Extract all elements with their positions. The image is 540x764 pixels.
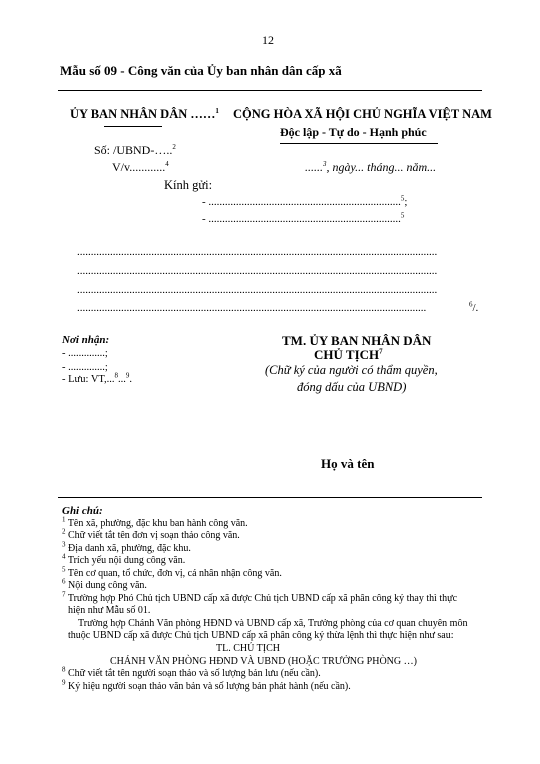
recipient-line-1: - ......................................................................$^5$; (202, 194, 408, 208)
page-number: 12 (262, 33, 274, 47)
signature-title: TM. ỦY BAN NHÂN DÂN (282, 333, 432, 348)
note-paragraph-1: Trường hợp Chánh Văn phòng HĐND và UBND cấp xã, Trưởng phòng của cơ quan chuyên môn (78, 618, 468, 629)
note-8: $^8$ Chữ viết tắt tên người soạn thảo và số lượng bản lưu (nếu cần). (62, 665, 321, 679)
recipients-block-item-2: - ..............; (62, 362, 108, 373)
body-line-1: ................................................................................................................................... (77, 246, 438, 258)
note-7: $^7$ Trường hợp Phó Chủ tịch UBND cấp xã được Chủ tịch UBND cấp xã phân công ký thay thì thực (62, 590, 458, 604)
recipients-block-label: Nơi nhận: (62, 334, 110, 346)
form-title: Mẫu số 09 - Công văn của Ủy ban nhân dân cấp xã (60, 63, 342, 78)
note-3: $^3$ Địa danh xã, phường, đặc khu. (62, 540, 191, 554)
signature-position: CHỦ TỊCH$^7$ (314, 347, 383, 362)
motto-underline (280, 143, 438, 144)
document-number: Số: /UBND-…..$^2$ (94, 143, 176, 157)
signature-note-1: (Chữ ký của người có thẩm quyền, (265, 363, 438, 377)
national-title: CỘNG HÒA XÃ HỘI CHỦ NGHĨA VIỆT NAM (233, 107, 492, 121)
issuer-name: ỦY BAN NHÂN DÂN ……$^1$ (70, 106, 219, 121)
recipients-block-item-1: - ..............; (62, 348, 108, 359)
recipients-block-item-3: - Lưu: VT,...$^8$...$^9$. (62, 371, 133, 385)
notes-label: Ghi chú: (62, 505, 103, 517)
signer-name: Họ và tên (321, 456, 375, 471)
national-motto: Độc lập - Tự do - Hạnh phúc (280, 125, 427, 139)
signature-note-2: đóng dấu của UBND) (297, 380, 407, 394)
date-line: ......$^3$, ngày... tháng... năm... (305, 160, 437, 174)
note-paragraph-3: TL. CHỦ TỊCH (216, 643, 280, 654)
note-9: $^9$ Ký hiệu người soạn thảo văn bản và số lượng bản phát hành (nếu cần). (62, 678, 351, 692)
note-2: $^2$ Chữ viết tắt tên đơn vị soạn thảo công văn. (62, 527, 240, 541)
note-paragraph-4: CHÁNH VĂN PHÒNG HĐND VÀ UBND (HOẶC TRƯỞNG PHÒNG …) (110, 656, 417, 667)
document-subject: V/v............$^4$ (112, 160, 169, 174)
recipients-label: Kính gửi: (164, 178, 213, 192)
note-1: $^1$ Tên xã, phường, đặc khu ban hành công văn. (62, 515, 248, 529)
note-5: $^5$ Tên cơ quan, tổ chức, đơn vị, cá nhân nhận công văn. (62, 565, 282, 579)
title-underline (58, 90, 482, 91)
note-7-continued: hiện như Mẫu số 01. (68, 605, 151, 616)
note-4: $^4$ Trích yếu nội dung công văn. (62, 552, 186, 566)
body-line-2: ................................................................................................................................... (77, 265, 438, 277)
note-6: $^6$ Nội dung công văn. (62, 577, 147, 591)
issuer-underline (104, 126, 162, 127)
note-paragraph-2: thuộc UBND cấp xã được Chủ tịch UBND cấp xã phân công ký thừa lệnh thì thực hiện như sau: (68, 630, 454, 641)
notes-divider (58, 497, 482, 498)
recipient-line-2: - ......................................................................$^5$ (202, 211, 405, 225)
body-line-3: ................................................................................................................................... (77, 284, 438, 296)
body-line-4: ............................................................................................................................... $^6$/. (77, 300, 479, 314)
